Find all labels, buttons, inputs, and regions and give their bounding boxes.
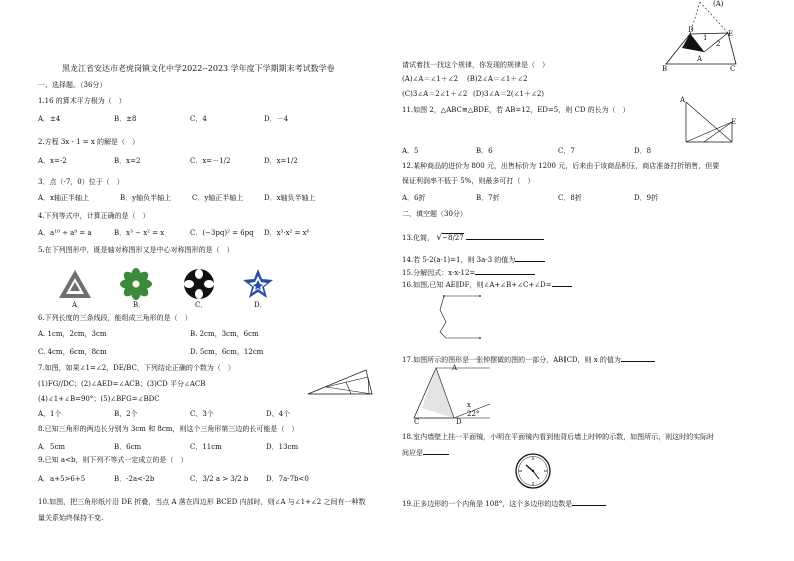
black-x-circle-logo-icon bbox=[183, 268, 215, 300]
recycle-logo-icon bbox=[58, 269, 92, 299]
q3-opt-c: C．y轴正半轴上 bbox=[192, 194, 244, 202]
q12-opt-a: A．6折 bbox=[402, 194, 426, 202]
q8-opt-b: B．6cm bbox=[114, 443, 142, 451]
clock-icon bbox=[514, 452, 552, 490]
q8-stem: 8.已知三角形的两边长分别为 3cm 和 8cm，则这个三角形第三边的长可能是（ ） bbox=[38, 425, 299, 433]
q11-opt-a: A．5 bbox=[402, 147, 419, 155]
q9-opt-a: A．a+5>6+5 bbox=[38, 475, 86, 483]
q10-opt-c: (C)3∠A＝2∠1＋∠2 bbox=[402, 90, 468, 98]
q17-text: 17.如图所示的图形是一张钟摆做的图的一部分，AB∥CD，则 x 的值为 bbox=[402, 356, 621, 364]
q8-opt-c: C．11cm bbox=[190, 443, 222, 451]
q6-opt-b: B. 2cm，3cm，6cm bbox=[190, 330, 259, 338]
q17-label-c: C bbox=[414, 418, 420, 426]
q13-stem bbox=[402, 232, 544, 243]
q9-stem: 9.已知 a<b，则下列不等式一定成立的是（ ） bbox=[38, 456, 188, 464]
q11-opt-c: C．7 bbox=[558, 147, 575, 155]
q18-line2 bbox=[402, 447, 449, 458]
q4-opt-d: D．x³·x² = x⁶ bbox=[264, 229, 310, 237]
q17-label-22: 22° bbox=[467, 410, 480, 418]
q8-opt-d: D．13cm bbox=[266, 443, 299, 451]
blue-star-logo-icon bbox=[242, 268, 274, 300]
q4-opt-a: A．a¹⁰ ÷ a⁹ = a bbox=[38, 229, 92, 237]
q10-opt-b: (B)2∠A＝∠1＋∠2 bbox=[467, 75, 528, 83]
fig-label-c: C bbox=[730, 65, 736, 73]
q17-pendulum-figure bbox=[410, 364, 500, 426]
q16-stem bbox=[402, 279, 572, 290]
q4-opt-c: C．(−3pq)² = 6pq bbox=[190, 229, 254, 237]
q2-opt-c: C．x=－1/2 bbox=[190, 157, 231, 165]
q10-opt-d: (D)3∠A＝2(∠1＋∠2) bbox=[473, 90, 545, 98]
q2-opt-a: A．x=-2 bbox=[38, 157, 67, 165]
q18-line1: 18.室内墙壁上挂一平面镜，小明在平面镜内看到他背后墙上时钟的示数，如图所示，则这时的实际时 bbox=[402, 433, 715, 441]
q5-stem: 5.在下列图形中，既是轴对称图形又是中心对称图形的是（ ） bbox=[38, 246, 234, 254]
fig-label-a: A bbox=[697, 55, 703, 63]
q6-opt-c: C. 4cm，6cm，8cm bbox=[38, 348, 107, 356]
q17-blank[interactable] bbox=[621, 354, 655, 362]
q16-figure bbox=[438, 292, 508, 342]
q5-opt-d: D． bbox=[254, 301, 267, 309]
q10-line1: 10.如图，把三角形纸片沿 DE 折叠，当点 A 落在四边形 BCED 内部时，则∠A 与∠1+∠2 之间有一种数 bbox=[38, 498, 366, 506]
q7-opt-d: D、4个 bbox=[266, 410, 291, 418]
q12-opt-d: D．9折 bbox=[634, 194, 659, 202]
q7-line1: (1)FG//DC；(2)∠AED=∠ACB；(3)CD 平分∠ACB bbox=[38, 380, 206, 388]
q6-opt-d: D. 5cm，6cm，12cm bbox=[190, 348, 264, 356]
q18-text: 间应是 bbox=[402, 449, 423, 457]
fig-label-b: B bbox=[662, 65, 668, 73]
sqrt-icon: √ bbox=[436, 233, 443, 243]
q13-label: 13.化简， bbox=[402, 234, 435, 242]
q3-opt-d: D．x轴负半轴上 bbox=[264, 194, 316, 202]
q19-stem bbox=[402, 498, 606, 509]
q16-text: 16.如图,已知 AE∥DF，则∠A+∠B+∠C+∠D= bbox=[402, 281, 552, 289]
q4-stem: 4.下列等式中，计算正确的是（ ） bbox=[38, 212, 150, 220]
section-fill: 二、填空题（30分） bbox=[402, 210, 467, 218]
q3-stem: 3．点（-7，0）位于（ ） bbox=[38, 178, 124, 186]
fig-label-e: E bbox=[728, 30, 734, 38]
q15-stem bbox=[402, 267, 535, 278]
q11-opt-d: D．8 bbox=[634, 147, 652, 155]
q11-opt-b: B．6 bbox=[476, 147, 493, 155]
q4-opt-b: B．x³ − x² = x bbox=[114, 229, 165, 237]
q2-opt-b: B．x=2 bbox=[114, 157, 141, 165]
q6-opt-a: A. 1cm，2cm，3cm bbox=[38, 330, 107, 338]
q8-opt-a: A．5cm bbox=[38, 443, 66, 451]
q13-radicand: −8/27 bbox=[442, 234, 464, 242]
q1-opt-b: B．±8 bbox=[114, 115, 137, 123]
q18-blank[interactable] bbox=[423, 447, 449, 455]
q7-opt-b: B、2个 bbox=[114, 410, 138, 418]
green-flower-logo-icon bbox=[120, 268, 152, 300]
q3-opt-b: B．y轴负半轴上 bbox=[120, 194, 172, 202]
q12-line2: 保证利润率不低于 5%，则最多可打（ ） bbox=[402, 177, 535, 185]
exam-title: 黑龙江省安达市老虎岗镇文化中学2022--2023 学年度下学期期末考试数学卷 bbox=[62, 64, 335, 73]
q15-blank[interactable] bbox=[475, 267, 535, 275]
q2-stem: 2.方程 3x - 1 = x 的解是（ ） bbox=[38, 138, 140, 146]
section-choice: 一、选择题。（36分） bbox=[38, 81, 107, 89]
q1-opt-a: A．±4 bbox=[38, 115, 61, 123]
q12-opt-c: C．8折 bbox=[558, 194, 582, 202]
q11-stem: 11.如图 2，△ABC≌△BDE，若 AB=12，ED=5，则 CD 的长为（ ） bbox=[402, 106, 630, 114]
q12-line1: 12.某种商品的进价为 800 元，出售标价为 1200 元，后来由于该商品积压，商店准备打折销售，但要 bbox=[402, 162, 720, 170]
q19-blank[interactable] bbox=[572, 498, 606, 506]
q17-label-d: D bbox=[456, 418, 462, 426]
q5-opt-b: B． bbox=[133, 301, 146, 309]
q12-opt-b: B．7折 bbox=[476, 194, 500, 202]
q2-opt-d: D．x=1/2 bbox=[264, 157, 298, 165]
q10-line3: 请试着找一找这个规律，你发现的规律是（ ） bbox=[402, 61, 549, 69]
fig-label-atop: (A) bbox=[713, 0, 724, 8]
q6-stem: 6.下列长度的三条线段，能组成三角形的是（ ） bbox=[38, 314, 192, 322]
q16-blank[interactable] bbox=[552, 279, 572, 287]
fig-label-d: D bbox=[688, 26, 694, 34]
q7-opt-c: C、3个 bbox=[190, 410, 214, 418]
q1-stem: 1.16 的算术平方根为（ ） bbox=[38, 97, 126, 105]
q15-text: 15.分解因式：x-x-12= bbox=[402, 269, 476, 277]
q14-blank[interactable] bbox=[515, 254, 545, 262]
q7-stem: 7.如图，如果∠1=∠2，DE/BC，下列结论正确的个数为（ ） bbox=[38, 364, 235, 372]
q1-opt-d: D．－4 bbox=[264, 115, 289, 123]
q11-label-a: A bbox=[680, 96, 686, 104]
q9-opt-b: B．-2a<-2b bbox=[114, 475, 155, 483]
q9-opt-c: C．3/2 a > 3/2 b bbox=[190, 475, 249, 483]
q14-stem bbox=[402, 254, 545, 265]
q5-opt-a: A． bbox=[72, 301, 85, 309]
q3-opt-a: A．x轴正半轴上 bbox=[38, 194, 90, 202]
q14-text: 14.若 5-2(a-1)=1，则 3a-3 的值为 bbox=[402, 256, 516, 264]
q7-opt-a: A、1个 bbox=[38, 410, 62, 418]
q19-text: 19.正多边形的一个内角是 108°，这个多边形的边数是 bbox=[402, 500, 573, 508]
q7-triangle-figure bbox=[306, 368, 376, 398]
q5-opt-c: C． bbox=[195, 301, 208, 309]
fig-label-2: 2 bbox=[716, 40, 721, 48]
q17-label-x: x bbox=[467, 401, 471, 409]
q9-opt-d: D．7a-7b<0 bbox=[266, 475, 309, 483]
q17-label-a: A bbox=[452, 364, 458, 372]
q1-opt-c: C．4 bbox=[190, 115, 207, 123]
q7-line2: (4)∠1+∠B=90°；(5)∠BFG=∠BDC bbox=[38, 395, 160, 403]
q10-line2: 量关系始终保持不变. bbox=[38, 514, 104, 522]
fig-label-1: 1 bbox=[703, 34, 708, 42]
q10-opt-a: (A)∠A＝∠1＋∠2 bbox=[402, 75, 459, 83]
q13-blank[interactable] bbox=[466, 232, 544, 240]
q11-label-e: E bbox=[731, 118, 737, 126]
